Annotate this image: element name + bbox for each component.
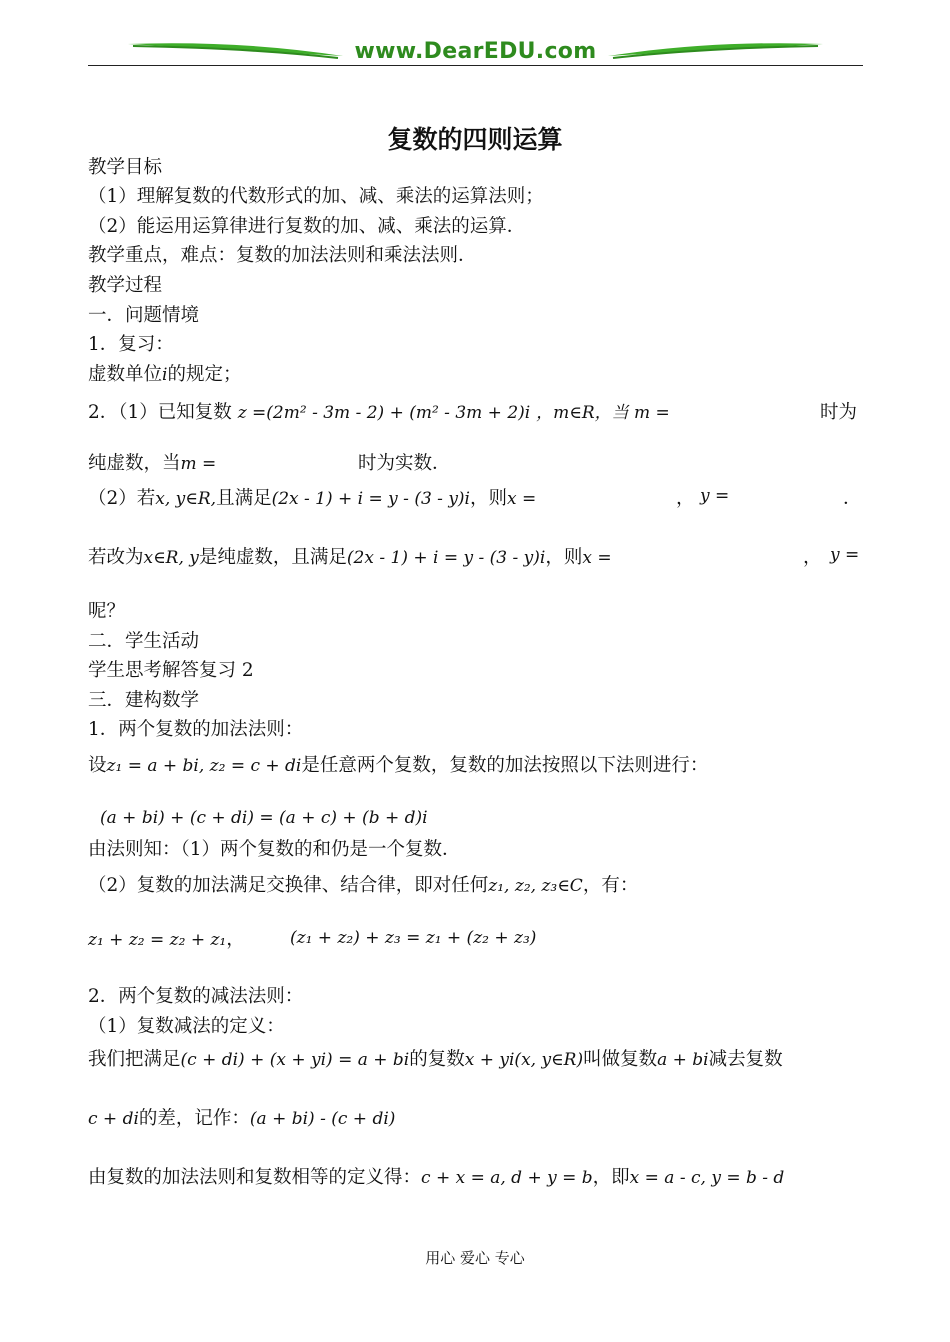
math-x: x = [582,548,612,568]
math-i: i [162,365,168,385]
question-2-1 [88,401,670,425]
associative-law [290,926,536,950]
math-eq: (2x - 1) + i = y - (3 - y)i [346,548,546,568]
math-diff: (a + bi) - (c + di) [249,1109,396,1129]
question-2-2 [88,487,536,511]
section3-heading: 三．建构数学 [88,690,200,711]
math-associative: (z₁ + z₂) + z₃ = z₁ + (z₂ + z₃) [290,928,537,948]
subtraction-def-heading: （1）复数减法的定义： [88,1016,285,1037]
math-num: x + yi(x, y∈R) [464,1050,584,1070]
text: （2）复数的加法满足交换律、结合律，即对任何 [88,875,489,896]
text: 2．（1）已知复数 [88,402,232,423]
math-cond: ，m∈R，当 m = [536,403,670,423]
keypoints: 教学重点，难点：复数的加法法则和乘法法则． [88,245,477,266]
text: 我们把满足 [88,1049,181,1070]
addition-rule [100,806,428,830]
text: 的复数 [409,1049,465,1070]
comma: ， [676,488,695,509]
addition-title: 1．两个复数的加法法则： [88,719,304,740]
text: 的规定； [167,364,242,385]
subtraction-title: 2．两个复数的减法法则： [88,986,304,1007]
text: 若改为 [88,547,144,568]
addition-note-1: 由法则知：（1）两个复数的和仍是一个复数． [88,839,461,860]
math-m: m = [180,454,217,474]
text: （2）若 [88,488,156,509]
math-commutative: z₁ + z₂ = z₂ + z₁ [88,930,227,950]
separator: ， [226,929,245,950]
math-rule: (a + bi) + (c + di) = (a + c) + (b + d)i [100,808,428,828]
page-title: 复数的四则运算 [387,125,563,154]
subtraction-notation [88,1107,395,1131]
addition-note-2 [88,874,638,898]
comma: ， [803,547,822,568]
math-eq: (2x - 1) + i = y - (3 - y)i [271,489,470,509]
text: 是纯虚数，且满足 [198,547,347,568]
text: 虚数单位 [88,364,163,385]
math-xy: x, y∈R, [155,489,217,509]
text: 设 [88,755,107,776]
math-y-text: y = [830,545,860,565]
math-result: x = a - c, y = b - d [629,1168,785,1188]
objective-item: （2）能运用运算律进行复数的加、减、乘法的运算． [88,216,526,237]
addition-definition [88,754,708,778]
math-set: z₁, z₂, z₃∈C [488,876,583,896]
math-xy: x∈R, y [143,548,199,568]
text: 减去复数 [708,1049,783,1070]
math-cdi: c + di [88,1109,139,1129]
math-y [830,543,859,567]
text: 叫做复数 [583,1049,658,1070]
math-y [700,484,729,508]
objective-item: （1）理解复数的代数形式的加、减、乘法的运算法则； [88,186,544,207]
text: 且满足 [216,488,272,509]
text: ，则 [470,488,508,509]
text: ，则 [545,547,583,568]
text: 由复数的加法法则和复数相等的定义得： [88,1167,422,1188]
process-heading: 教学过程 [88,275,163,296]
math-eq: c + x = a, d + y = b [421,1168,593,1188]
math-eq: (c + di) + (x + yi) = a + bi [180,1050,410,1070]
header-rule [88,65,863,66]
text: 是任意两个复数，复数的加法按照以下法则进行： [301,755,709,776]
review-label: 1．复习： [88,334,174,355]
section1-heading: 一．问题情境 [88,305,200,326]
math-expr: z =(2m² - 3m - 2) + (m² - 3m + 2)i [237,403,531,423]
objectives-heading: 教学目标 [88,157,163,178]
page-footer: 用心 爱心 专心 [425,1249,525,1267]
text: 的差，记作： [138,1108,250,1129]
math-x: x = [507,489,537,509]
math-expr: z₁ = a + bi, z₂ = c + di [106,756,302,776]
text: ，即 [592,1167,630,1188]
commutative-law [88,928,245,952]
section2-text: 学生思考解答复习 2 [88,660,254,681]
subtraction-derivation [88,1166,784,1190]
text: ，有： [582,875,639,896]
imaginary-unit-line [88,363,241,387]
subtraction-definition [88,1048,783,1072]
period: ． [843,488,862,509]
math-y-text: y = [700,486,730,506]
question-2-1-cont [88,452,216,476]
question-3 [88,546,612,570]
question-tail: 时为 [820,402,858,423]
question-end: 呢？ [88,601,126,622]
text: 纯虚数，当 [88,453,181,474]
site-url: www.DearEDU.com [354,39,597,64]
math-abi: a + bi [657,1050,709,1070]
question-text: 时为实数． [358,453,451,474]
section2-heading: 二．学生活动 [88,631,200,652]
